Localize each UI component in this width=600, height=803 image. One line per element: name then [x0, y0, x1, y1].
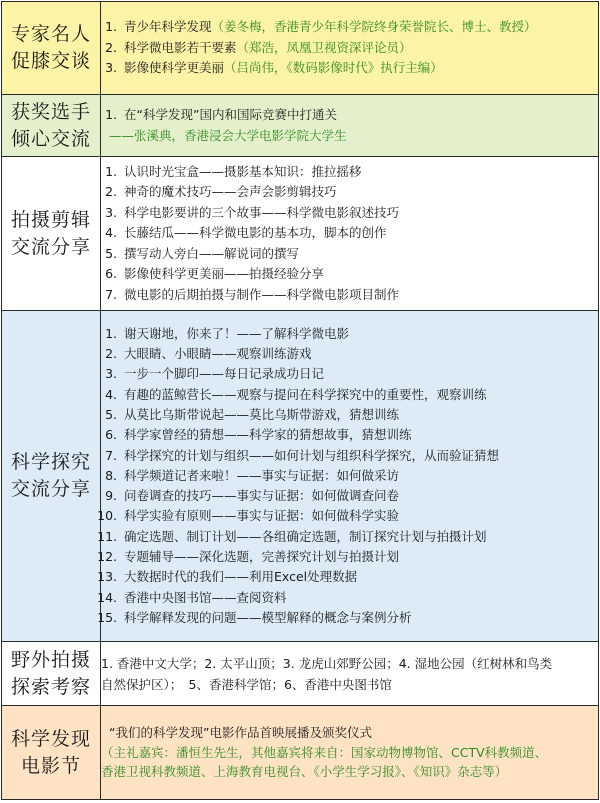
list-item: 3. 科学电影要讲的三个故事——科学微电影叙述技巧 — [121, 203, 598, 223]
festival-guests: （主礼嘉宾：潘恒生先生，其他嘉宾将来自：国家动物博物馆、CCTV科教频道、 — [101, 744, 548, 760]
list-item: 5. 撰写动人旁白——解说词的撰写 — [121, 244, 598, 264]
item-text: 科学微电影若干要素 — [124, 39, 237, 55]
category-line: 倾心交流 — [10, 127, 91, 150]
winner-list — [101, 105, 598, 126]
item-note: （郑浩，凤凰卫视资深评论员） — [236, 39, 412, 55]
content-cell — [101, 706, 599, 800]
category-cell — [2, 157, 101, 311]
category-line: 交流分享 — [10, 235, 91, 258]
list-item: 2. 大眼睛、小眼睛——观察训练游戏 — [121, 344, 598, 364]
row-expert-talk — [2, 2, 599, 95]
list-item: 2. 神奇的魔术技巧——会声会影剪辑技巧 — [121, 182, 598, 202]
winner-credit: ——张溪典，香港浸会大学电影学院大学生 — [109, 128, 347, 144]
category-line: 野外拍摄 — [10, 648, 91, 671]
category-line: 获奖选手 — [10, 100, 91, 123]
content-cell — [101, 311, 599, 642]
list-item: 7. 微电影的后期拍摄与制作——科学微电影项目制作 — [121, 285, 598, 305]
item-text: 青少年科学发现 — [124, 19, 212, 35]
category-line: 科学发现 — [10, 727, 91, 750]
row-winner-talk — [2, 95, 599, 157]
field-sites-line: 1. 香港中文大学；2. 太平山顶；3. 龙虎山郊野公园；4. 湿地公园（红树林和鸟类 — [101, 655, 553, 671]
shoot-list — [101, 162, 598, 305]
category-line: 专家名人 — [10, 23, 91, 45]
list-item: 7. 科学探究的计划与组织——如何计划与组织科学探究，从而验证猜想 — [121, 446, 598, 466]
list-item — [121, 17, 598, 38]
list-item: 4. 长藤结瓜——科学微电影的基本功，脚本的创作 — [121, 223, 598, 243]
category-line: 交流分享 — [10, 478, 91, 500]
list-item: 15. 科学解释发现的问题——模型解释的概念与案例分析 — [121, 608, 598, 628]
category-cell — [2, 706, 101, 800]
list-item: 1. 谢天谢地，你来了！——了解科学微电影 — [121, 324, 598, 344]
item-text: 影像使科学更美丽 — [124, 60, 225, 76]
list-item: 1. 认识时光宝盒——摄影基本知识：推拉摇移 — [121, 162, 598, 182]
category-line: 促膝交谈 — [10, 50, 91, 72]
content-cell — [101, 157, 599, 311]
list-item — [121, 38, 598, 59]
inquiry-list — [101, 324, 598, 628]
list-item — [121, 58, 598, 79]
list-item: 4. 有趣的蓝鲸营长——观察与提问在科学探究中的重要性，观察训练 — [121, 385, 598, 405]
festival-guests: 香港卫视科教频道、上海教育电视台、《小学生学习报》、《知识》杂志等） — [101, 764, 508, 780]
category-line: 电影节 — [20, 754, 81, 777]
list-item: 8. 科学频道记者来啦！——事实与证据：如何做采访 — [121, 466, 598, 486]
category-cell — [2, 95, 101, 157]
row-science-inquiry — [2, 311, 599, 642]
category-line: 科学探究 — [10, 451, 91, 473]
category-line: 拍摄剪辑 — [10, 208, 91, 231]
category-cell — [2, 642, 101, 706]
row-field-trip — [2, 642, 599, 706]
list-item: 14. 香港中央图书馆——查阅资料 — [121, 588, 598, 608]
festival-title: “我们的科学发现”电影作品首映展播及颁奖仪式 — [109, 725, 372, 741]
schedule-table — [1, 1, 599, 800]
row-film-festival — [2, 706, 599, 800]
content-cell — [101, 2, 599, 95]
list-item: 6. 影像使科学更美丽——拍摄经验分享 — [121, 264, 598, 284]
category-cell — [2, 2, 101, 95]
item-note: （姜冬梅，香港青少年科学院终身荣誉院长、博士、教授） — [211, 19, 537, 35]
expert-list — [101, 17, 598, 79]
item-note: （吕尚伟，《数码影像时代》执行主编） — [224, 60, 443, 76]
field-sites-line: 自然保护区）； 5、香港科学馆；6、香港中央图书馆 — [101, 676, 392, 692]
list-item: 5. 从莫比乌斯带说起——莫比乌斯带游戏，猜想训练 — [121, 405, 598, 425]
list-item: 9. 问卷调查的技巧——事实与证据：如何做调查问卷 — [121, 486, 598, 506]
category-line: 探索考察 — [10, 675, 91, 698]
list-item: 1. 在“科学发现”国内和国际竞赛中打通关 — [121, 105, 598, 126]
list-item: 12. 专题辅导——深化选题，完善探究计划与拍摄计划 — [121, 547, 598, 567]
list-item: 6. 科学家曾经的猜想——科学家的猜想故事，猜想训练 — [121, 425, 598, 445]
content-cell — [101, 95, 599, 157]
list-item: 11. 确定选题、制订计划——各组确定选题，制订探究计划与拍摄计划 — [121, 527, 598, 547]
list-item: 13. 大数据时代的我们——利用Excel处理数据 — [121, 567, 598, 587]
category-cell — [2, 311, 101, 642]
list-item: 10. 科学实验有原则——事实与证据：如何做科学实验 — [121, 506, 598, 526]
content-cell — [101, 642, 599, 706]
list-item: 3. 一步一个脚印——每日记录成功日记 — [121, 364, 598, 384]
row-shoot-edit — [2, 157, 599, 311]
